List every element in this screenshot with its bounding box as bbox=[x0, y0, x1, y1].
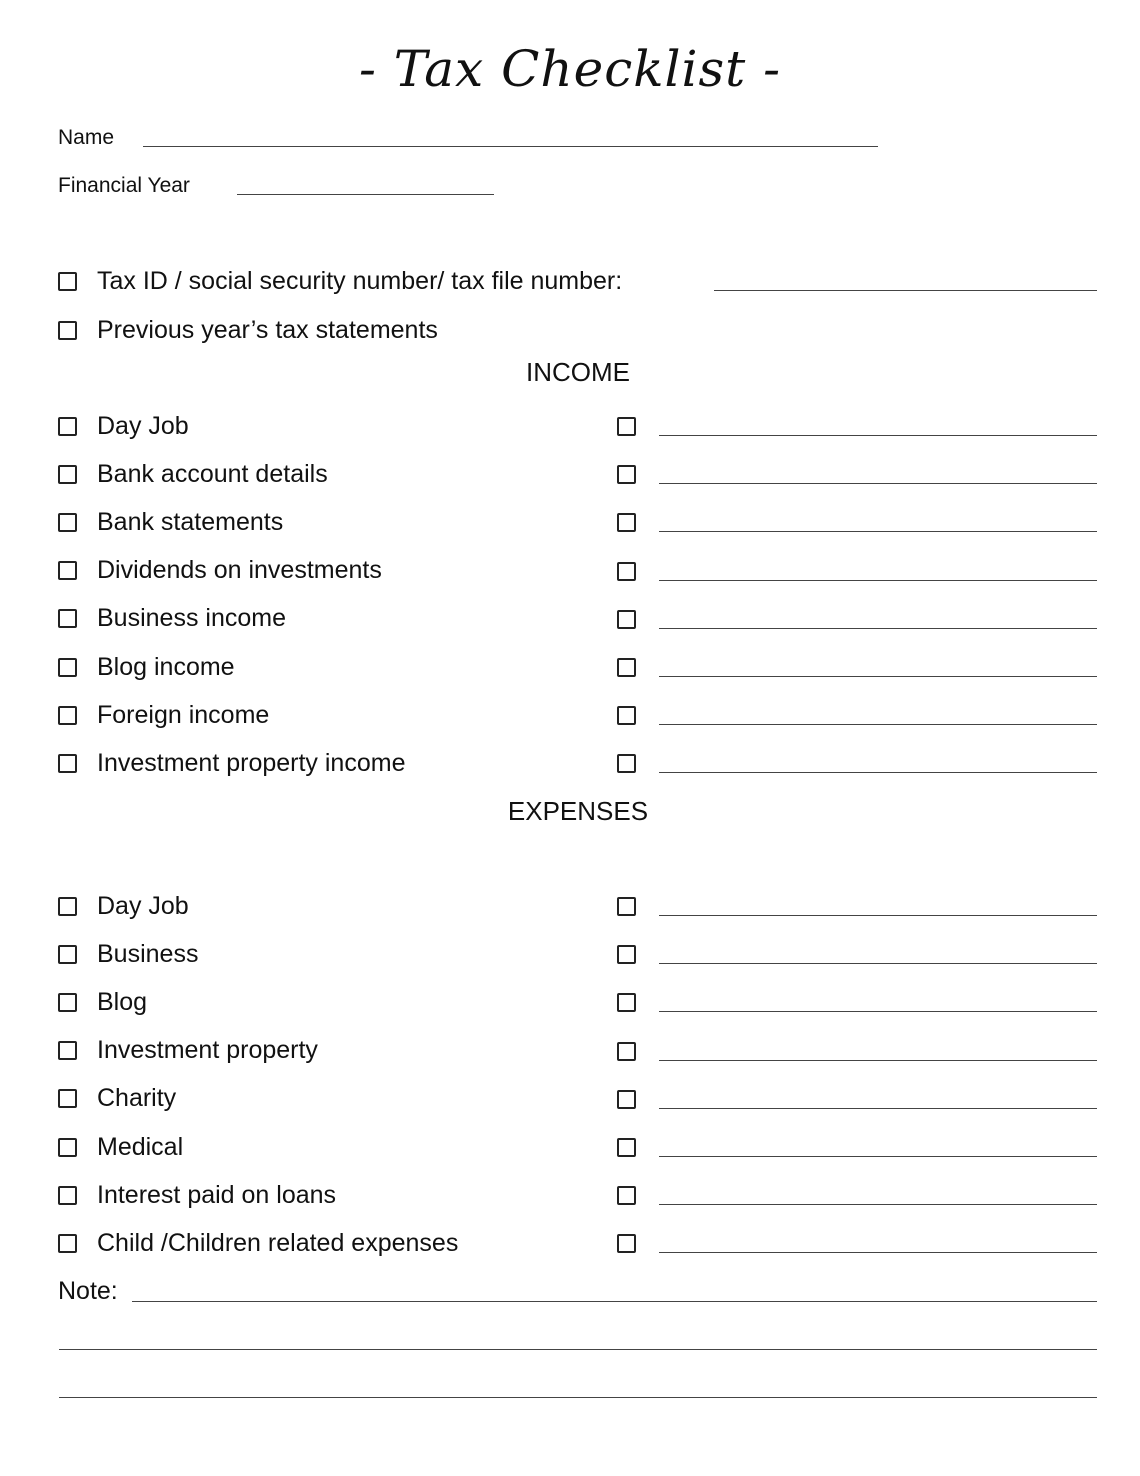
expense-item bbox=[58, 985, 147, 1019]
expense-item bbox=[58, 1082, 176, 1116]
expense-item-label: Charity bbox=[97, 1084, 177, 1113]
income-extra-checkbox[interactable] bbox=[617, 562, 636, 581]
note-line[interactable] bbox=[132, 1301, 1097, 1302]
expense-extra-checkbox[interactable] bbox=[617, 993, 636, 1012]
income-item bbox=[58, 746, 405, 780]
income-extra-checkbox[interactable] bbox=[617, 658, 636, 677]
income-item-label: Investment property income bbox=[97, 748, 406, 777]
checkbox[interactable] bbox=[58, 1041, 77, 1060]
expense-write-in-line[interactable] bbox=[659, 915, 1097, 916]
income-item bbox=[58, 409, 189, 443]
checkbox[interactable] bbox=[58, 609, 77, 628]
checkbox[interactable] bbox=[58, 706, 77, 725]
checkbox[interactable] bbox=[58, 897, 77, 916]
expense-item-label: Blog bbox=[97, 987, 148, 1016]
checkbox[interactable] bbox=[58, 1138, 77, 1157]
income-write-in-line[interactable] bbox=[659, 483, 1097, 484]
expense-write-in-line[interactable] bbox=[659, 963, 1097, 964]
income-write-in-line[interactable] bbox=[659, 580, 1097, 581]
income-item bbox=[58, 505, 283, 539]
expense-extra-checkbox[interactable] bbox=[617, 945, 636, 964]
note-line[interactable] bbox=[59, 1397, 1097, 1398]
checklist-item-label: Tax ID / social security number/ tax file number: bbox=[97, 266, 623, 295]
expense-item bbox=[58, 937, 198, 971]
financial-year-label: Financial Year bbox=[58, 174, 190, 197]
tax-id-field[interactable] bbox=[714, 290, 1097, 291]
income-item bbox=[58, 602, 286, 636]
checkbox[interactable] bbox=[58, 945, 77, 964]
income-item-label: Bank statements bbox=[97, 507, 284, 536]
expense-write-in-line[interactable] bbox=[659, 1204, 1097, 1205]
expense-item-label: Medical bbox=[97, 1132, 184, 1161]
income-extra-checkbox[interactable] bbox=[617, 610, 636, 629]
income-heading: INCOME bbox=[526, 357, 630, 387]
income-extra-checkbox[interactable] bbox=[617, 754, 636, 773]
expense-extra-checkbox[interactable] bbox=[617, 1234, 636, 1253]
income-extra-checkbox[interactable] bbox=[617, 417, 636, 436]
income-item bbox=[58, 554, 382, 588]
income-write-in-line[interactable] bbox=[659, 531, 1097, 532]
note-label: Note: bbox=[58, 1277, 118, 1305]
expense-item bbox=[58, 1178, 336, 1212]
expense-extra-checkbox[interactable] bbox=[617, 897, 636, 916]
checkbox[interactable] bbox=[58, 754, 77, 773]
expense-extra-checkbox[interactable] bbox=[617, 1090, 636, 1109]
income-item-label: Bank account details bbox=[97, 459, 328, 488]
expense-extra-checkbox[interactable] bbox=[617, 1042, 636, 1061]
checkbox[interactable] bbox=[58, 1089, 77, 1108]
income-item-label: Blog income bbox=[97, 652, 235, 681]
expense-write-in-line[interactable] bbox=[659, 1156, 1097, 1157]
expense-extra-checkbox[interactable] bbox=[617, 1138, 636, 1157]
income-item bbox=[58, 698, 269, 732]
name-label: Name bbox=[58, 126, 115, 149]
checkbox[interactable] bbox=[58, 321, 77, 340]
checkbox[interactable] bbox=[58, 272, 77, 291]
expense-item bbox=[58, 1130, 183, 1164]
income-item bbox=[58, 457, 328, 491]
checkbox[interactable] bbox=[58, 465, 77, 484]
income-item-label: Business income bbox=[97, 604, 286, 633]
checklist-item-label: Previous year’s tax statements bbox=[97, 315, 438, 344]
checkbox[interactable] bbox=[58, 1234, 77, 1253]
financial-year-field[interactable] bbox=[237, 194, 494, 195]
expense-write-in-line[interactable] bbox=[659, 1108, 1097, 1109]
checklist-item-tax-id bbox=[58, 264, 622, 298]
income-item-label: Foreign income bbox=[97, 700, 270, 729]
income-write-in-line[interactable] bbox=[659, 628, 1097, 629]
checkbox[interactable] bbox=[58, 513, 77, 532]
income-extra-checkbox[interactable] bbox=[617, 513, 636, 532]
expense-write-in-line[interactable] bbox=[659, 1011, 1097, 1012]
expense-item-label: Child /Children related expenses bbox=[97, 1228, 459, 1257]
note-line[interactable] bbox=[59, 1349, 1097, 1350]
name-field[interactable] bbox=[143, 146, 878, 147]
expense-item bbox=[58, 889, 189, 923]
expense-item-label: Interest paid on loans bbox=[97, 1180, 337, 1209]
checkbox[interactable] bbox=[58, 658, 77, 677]
checkbox[interactable] bbox=[58, 1186, 77, 1205]
income-item bbox=[58, 650, 235, 684]
expenses-heading: EXPENSES bbox=[507, 796, 649, 826]
checkbox[interactable] bbox=[58, 417, 77, 436]
expense-write-in-line[interactable] bbox=[659, 1060, 1097, 1061]
page-title: - Tax Checklist - bbox=[358, 40, 782, 98]
income-extra-checkbox[interactable] bbox=[617, 706, 636, 725]
expense-extra-checkbox[interactable] bbox=[617, 1186, 636, 1205]
income-write-in-line[interactable] bbox=[659, 676, 1097, 677]
income-item-label: Day Job bbox=[97, 411, 189, 440]
expense-item bbox=[58, 1226, 458, 1260]
checklist-item-previous-statements bbox=[58, 313, 438, 347]
expense-item bbox=[58, 1034, 318, 1068]
income-write-in-line[interactable] bbox=[659, 772, 1097, 773]
expense-item-label: Day Job bbox=[97, 891, 189, 920]
income-write-in-line[interactable] bbox=[659, 435, 1097, 436]
income-write-in-line[interactable] bbox=[659, 724, 1097, 725]
expense-write-in-line[interactable] bbox=[659, 1252, 1097, 1253]
income-item-label: Dividends on investments bbox=[97, 556, 382, 585]
income-extra-checkbox[interactable] bbox=[617, 465, 636, 484]
checkbox[interactable] bbox=[58, 993, 77, 1012]
checkbox[interactable] bbox=[58, 561, 77, 580]
expense-item-label: Business bbox=[97, 939, 199, 968]
expense-item-label: Investment property bbox=[97, 1036, 318, 1065]
